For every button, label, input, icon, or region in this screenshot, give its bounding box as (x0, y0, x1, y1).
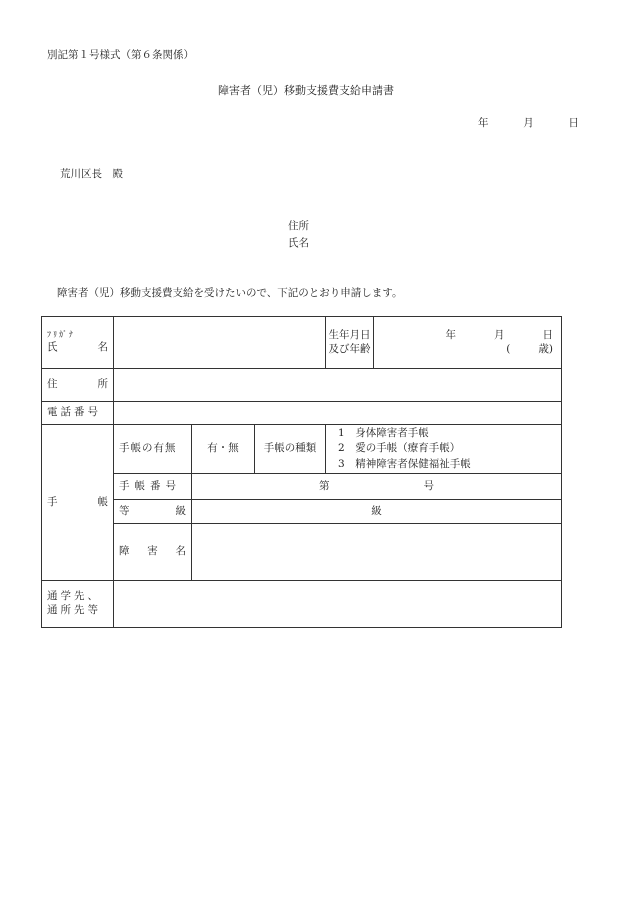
submission-date (478, 115, 579, 130)
date-month-label: 月 (523, 117, 534, 129)
grade-row (42, 500, 562, 524)
dob-label-cell (326, 317, 374, 369)
applicant-name-label: 氏名 (288, 237, 309, 249)
disability-input-cell[interactable] (192, 524, 562, 581)
form-title: 障害者（児）移動支援費支給申請書 (218, 84, 394, 97)
grade-label: 等 級 (119, 504, 186, 517)
techo-label-cell (42, 425, 114, 581)
techo-number-row (42, 474, 562, 500)
address-label: 住 所 (47, 378, 108, 391)
techo-type-label: 手帳の種類 (255, 425, 326, 474)
techo-type-option[interactable]: 1 身体障害者手帳 (338, 427, 429, 440)
grade-label-cell (114, 500, 192, 524)
application-statement: 障害者（児）移動支援費支給を受けたいので、下記のとおり申請します。 (57, 287, 403, 299)
date-year-label: 年 (478, 117, 489, 129)
disability-row (42, 524, 562, 581)
techo-number-label: 手帳番号 (114, 474, 192, 500)
name-input-cell[interactable] (114, 317, 326, 369)
grade-value[interactable]: 級 (192, 500, 562, 524)
phone-label: 電話番号 (42, 402, 114, 425)
techo-type-option[interactable]: 2 愛の手帳（療育手帳） (338, 442, 461, 455)
school-label-line2: 通所先等 (47, 604, 101, 616)
dob-label-line1: 生年月日 (328, 328, 371, 341)
school-label-line1: 通学先、 (47, 590, 101, 603)
disability-label-cell (114, 524, 192, 581)
phone-input-cell[interactable] (114, 402, 562, 425)
disability-label: 障 害 名 (119, 545, 186, 558)
name-label-cell (42, 317, 114, 369)
name-row (42, 317, 562, 369)
application-table (41, 316, 562, 628)
dob-label-line2: 及び年齢 (328, 342, 371, 355)
has-techo-value[interactable]: 有・無 (192, 425, 255, 474)
applicant-address-label: 住所 (288, 220, 309, 232)
name-label: 氏 名 (47, 340, 108, 353)
phone-row (42, 402, 562, 425)
school-input-cell[interactable] (114, 581, 562, 628)
techo-type-option[interactable]: 3 精神障害者保健福祉手帳 (338, 457, 471, 470)
age-line: ( 歳) (506, 342, 554, 355)
dob-input-cell[interactable] (374, 317, 562, 369)
addressee: 荒川区長 殿 (60, 168, 123, 180)
has-techo-label: 手帳の有無 (114, 425, 192, 474)
address-input-cell[interactable] (114, 369, 562, 402)
techo-label: 手 帳 (47, 495, 108, 508)
address-row (42, 369, 562, 402)
techo-number-input-cell[interactable] (192, 474, 562, 500)
form-number: 別記第１号様式（第６条関係） (47, 49, 194, 61)
dob-date-line: 年 月 日 (445, 328, 554, 341)
techo-existence-row (42, 425, 562, 474)
date-day-label: 日 (568, 117, 579, 129)
furigana-label: ﾌﾘｶﾞﾅ (47, 330, 75, 340)
techo-number-line: 第 号 (319, 479, 435, 492)
techo-type-options (326, 425, 562, 474)
address-label-cell (42, 369, 114, 402)
school-label-cell (42, 581, 114, 628)
school-row (42, 581, 562, 628)
